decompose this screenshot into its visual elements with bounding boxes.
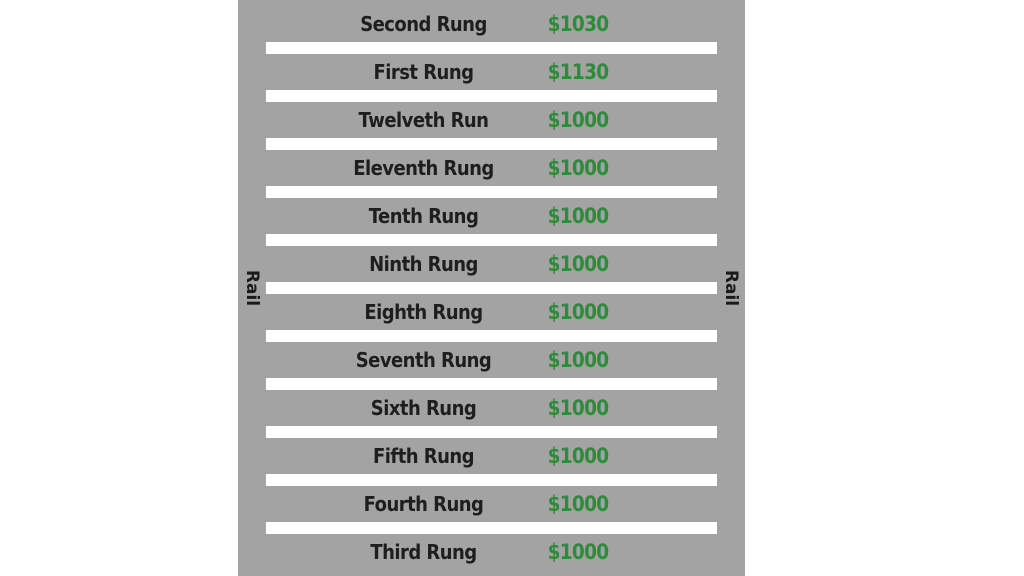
rung-name: Second Rung xyxy=(360,12,487,36)
rung xyxy=(266,198,717,234)
rung-amount: $1000 xyxy=(547,204,609,228)
rung-amount: $1000 xyxy=(547,396,609,420)
rung xyxy=(266,54,717,90)
rung-name: Ninth Rung xyxy=(369,252,478,276)
rung-amount: $1000 xyxy=(547,348,609,372)
rung-name: Twelveth Run xyxy=(358,108,489,132)
rung-amount: $1000 xyxy=(547,300,609,324)
rung-name: Eleventh Rung xyxy=(353,156,494,180)
rung-amount: $1000 xyxy=(547,540,609,564)
rung-amount: $1000 xyxy=(547,444,609,468)
left-rail xyxy=(238,0,266,576)
rung-name: First Rung xyxy=(373,60,474,84)
rung-name: Fourth Rung xyxy=(363,492,484,516)
rung xyxy=(266,438,717,474)
rung-amount: $1000 xyxy=(547,252,609,276)
rung xyxy=(266,534,717,570)
rung xyxy=(266,390,717,426)
right-rail-label: Rail xyxy=(721,269,741,307)
rung xyxy=(266,246,717,282)
right-rail xyxy=(717,0,745,576)
rung-name: Third Rung xyxy=(370,540,477,564)
rung-name: Tenth Rung xyxy=(368,204,479,228)
rung-name: Eighth Rung xyxy=(364,300,483,324)
rung xyxy=(266,150,717,186)
rung-amount: $1000 xyxy=(547,108,609,132)
rung-name: Fifth Rung xyxy=(373,444,474,468)
rung xyxy=(266,342,717,378)
rung xyxy=(266,294,717,330)
rung-name: Sixth Rung xyxy=(370,396,477,420)
rung-amount: $1030 xyxy=(547,12,609,36)
rung xyxy=(266,486,717,522)
rung-name: Seventh Rung xyxy=(355,348,492,372)
rung xyxy=(266,102,717,138)
left-rail-label: Rail xyxy=(242,269,262,307)
rung-amount: $1000 xyxy=(547,156,609,180)
rung-amount: $1000 xyxy=(547,492,609,516)
rung-amount: $1130 xyxy=(547,60,609,84)
rung xyxy=(266,6,717,42)
rung-stub-bottom xyxy=(266,570,717,576)
